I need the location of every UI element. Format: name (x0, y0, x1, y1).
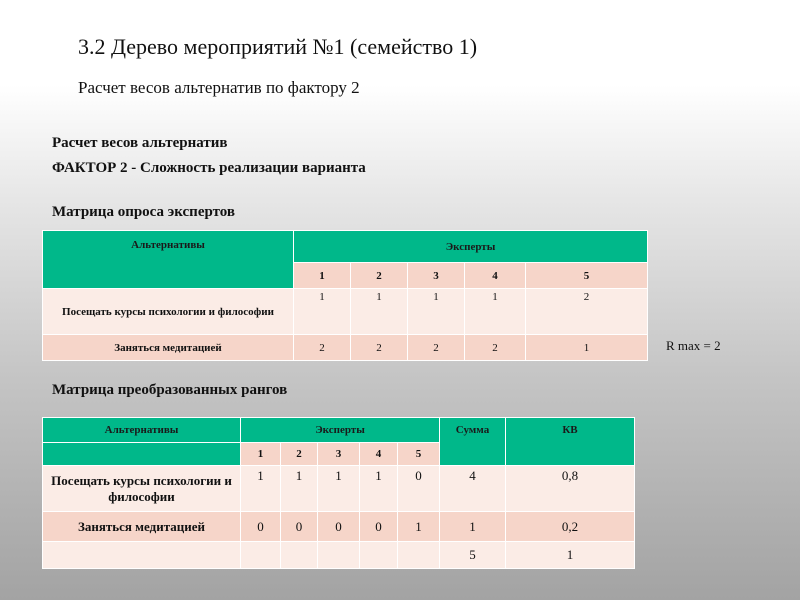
empty-cell (398, 542, 440, 569)
total-sum-cell: 5 (440, 542, 506, 569)
page-title: 3.2 Дерево мероприятий №1 (семейство 1) (78, 34, 478, 59)
table-cell: 1 (465, 289, 526, 335)
table-cell: 1 (318, 466, 360, 512)
empty-cell (43, 443, 241, 466)
expert-number: 2 (281, 443, 318, 466)
expert-number: 4 (465, 263, 526, 289)
empty-cell (241, 542, 281, 569)
table-row (43, 512, 635, 542)
section-heading-factor: ФАКТОР 2 - Сложность реализации варианта (52, 160, 366, 176)
table-cell: 1 (241, 466, 281, 512)
empty-cell (318, 542, 360, 569)
survey-matrix-table (42, 230, 648, 361)
column-header-alternatives: Альтернативы (43, 418, 241, 443)
expert-number: 4 (360, 443, 398, 466)
expert-number: 3 (318, 443, 360, 466)
table-cell: 1 (526, 335, 648, 361)
table-cell: 0 (398, 466, 440, 512)
table-cell: 0 (281, 512, 318, 542)
alternative-name: Посещать курсы психологии и философии (43, 466, 241, 512)
table-header-row (43, 231, 648, 263)
table-cell: 2 (526, 289, 648, 335)
kv-cell: 0,2 (506, 512, 635, 542)
table-cell: 1 (360, 466, 398, 512)
total-kv-cell: 1 (506, 542, 635, 569)
total-row (43, 542, 635, 569)
expert-number: 3 (408, 263, 465, 289)
empty-cell (360, 542, 398, 569)
table-row (43, 289, 648, 335)
table-cell: 2 (408, 335, 465, 361)
matrix-ranks-heading: Матрица преобразованных рангов (52, 382, 288, 398)
rmax-label: R max = 2 (666, 338, 721, 353)
table-cell: 1 (398, 512, 440, 542)
expert-number: 5 (398, 443, 440, 466)
alternative-name: Заняться медитацией (43, 512, 241, 542)
table-cell: 2 (294, 335, 351, 361)
column-header-experts: Эксперты (294, 231, 648, 263)
sum-cell: 1 (440, 512, 506, 542)
empty-cell (281, 542, 318, 569)
empty-cell (43, 542, 241, 569)
table-cell: 1 (408, 289, 465, 335)
expert-number: 2 (351, 263, 408, 289)
column-header-alternatives: Альтернативы (43, 231, 294, 289)
sum-cell: 4 (440, 466, 506, 512)
table-header-row (43, 418, 635, 443)
table-cell: 0 (241, 512, 281, 542)
table-row (43, 335, 648, 361)
table-row (43, 466, 635, 512)
kv-cell: 0,8 (506, 466, 635, 512)
expert-number: 5 (526, 263, 648, 289)
page-subtitle: Расчет весов альтернатив по фактору 2 (78, 78, 360, 97)
section-heading-weights: Расчет весов альтернатив (52, 135, 228, 151)
table-cell: 2 (351, 335, 408, 361)
alternative-name: Посещать курсы психологии и философии (43, 289, 294, 335)
matrix-survey-heading: Матрица опроса экспертов (52, 204, 236, 220)
table-cell: 0 (318, 512, 360, 542)
table-cell: 1 (351, 289, 408, 335)
alternative-name: Заняться медитацией (43, 335, 294, 361)
column-header-experts: Эксперты (241, 418, 440, 443)
column-header-sum: Сумма (440, 418, 506, 466)
ranks-matrix-table (42, 417, 635, 569)
expert-number: 1 (294, 263, 351, 289)
table-cell: 1 (294, 289, 351, 335)
column-header-kv: КВ (506, 418, 635, 466)
table-cell: 0 (360, 512, 398, 542)
table-cell: 1 (281, 466, 318, 512)
table-cell: 2 (465, 335, 526, 361)
expert-number: 1 (241, 443, 281, 466)
